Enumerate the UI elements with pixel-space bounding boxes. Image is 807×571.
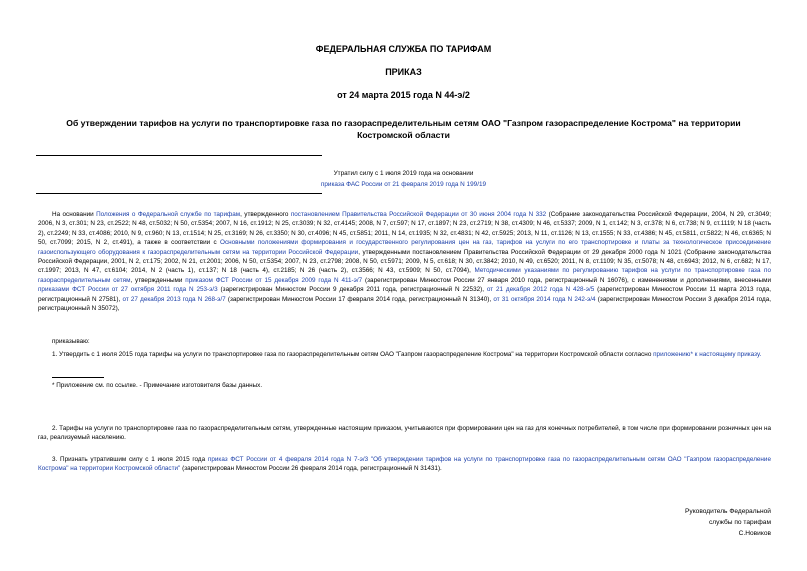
footnote: * Приложение см. по ссылке. - Примечание изготовителя базы данных. (52, 382, 263, 389)
item-1 (38, 350, 771, 359)
preamble-text: (зарегистрирован Минюстом России 27 января 2010 года, регистрационный N 16076), с изменениями и дополнениями, внесенными (362, 276, 771, 284)
signature-block (685, 506, 771, 539)
divider-top (36, 155, 322, 156)
document-type: ПРИКАЗ (385, 67, 422, 77)
preamble-paragraph (38, 210, 771, 313)
preamble-text: , утвержденными (130, 276, 186, 284)
title-line-1: Об утверждении тарифов на услуги по транспортировке газа по газораспределительным сетям ОАО "Газпром газораспределение Кострома" на территории (66, 118, 741, 128)
basic-provisions-link[interactable]: Основными положениями формирования и государственного регулирования цен на газ, тарифов на услуги по его транспортировке и платы за технологическое присоединение газоиспользующего оборудования к газораспределительным сетям на территории Российской Федерации (38, 239, 771, 256)
preamble-text: На основании (52, 211, 97, 218)
item-3 (38, 455, 771, 474)
preamble-text: (зарегистрирован Минюстом России 9 декабря 2011 года, регистрационный N 22532), (217, 286, 487, 294)
preamble-text: , утвержденными постановлением Правительства Российской Федерации от 29 декабря 2000 года N 1021 (Собрание законодательства Российской Федерации, 2001, N 2, ст.175; 2002, N 21, ст.2001; 2006, N 50, ст.5354; 2007, N 23, ст.2798; 2008, N 50, ст.5971; 2009, N 5, ст.618; N 30, ст.3842; 2010, N 49, ст.6520; 2011, N 8, ст.1109; N 35, ст.5078; N 48, ст.6943; 2012, N 6, ст.682; N 17, ст.1997; 2013, N 47, ст.6104; 2014, N 2 (часть 1), ст.137; N 18 (часть 4), ст.2185; N 26 (часть 2), ст.3566; N 43, ст.5909; N 50, ст.7094), (38, 248, 771, 275)
preamble-text: (Собрание законодательства Российской Федерации, 2004, N 29, ст.3049; 2006, N 3, ст.301; N 23, ст.2522; N 48, ст.5032; N 50, ст.5354; 2007, N 16, ст.1912; N 25, ст.3039; N 32, ст.4145; 2008, N 7, ст.597; N 17, ст.1897; N 23, ст.2719; N 38, ст.4309; N 46, ст.5337; 2009, N 1, ст.142; N 3, ст.378; N 6, ст.738; N 9, ст.1119; N 18 (часть 2), ст.2249; N 33, ст.4086; 2010, N 9, ст.960; N 13, ст.1514; N 25, ст.3169; N 26, ст.3350; N 30, ст.4096; N 45, ст.5851; 2011, N 14, ст.1935; N 32, ст.4831; N 42, ст.5925; 2013, N 11, ст.1126; N 13, ст.1555; N 33, ст.4386; N 45, ст.5811, ст.5822; N 46, ст.6365; N 50, ст.7099; 2015, N 2, ст.491), а также в соответствии с (38, 211, 771, 247)
footnote-divider (52, 377, 104, 378)
repeal-notice-text: Утратил силу с 1 июля 2019 года на основании (333, 170, 474, 177)
item-1-text: 1. Утвердить с 1 июля 2015 года тарифы на услуги по транспортировке газа по газораспределительным сетям ОАО "Газпром газораспределение Кострома" на территории Костромской области согласно (52, 351, 654, 358)
signature-name: С.Новиков (738, 530, 771, 537)
regulation-fst-link[interactable]: Положения о Федеральной службе по тарифам (96, 211, 241, 218)
preamble-text: (зарегистрирован Минюстом России 17 февраля 2014 года, регистрационный N 31340), (225, 295, 494, 303)
preamble-text: , утвержденного (240, 211, 291, 218)
order-word: приказываю: (52, 338, 90, 345)
order-268-link[interactable]: от 27 декабря 2013 года N 268-э/7 (122, 295, 226, 303)
item-3-text: 3. Признать утратившим силу с 1 июля 2015 года (52, 456, 208, 463)
government-decree-332-link[interactable]: постановлением Правительства Российской Федерации от 30 июня 2004 года N 332 (290, 211, 547, 218)
methodical-guidelines-link[interactable]: Методическими указаниями по регулированию тарифов на услуги по транспортировке газа по газораспределительным сетям (38, 267, 772, 284)
signature-position-line1: Руководитель Федеральной (685, 508, 771, 515)
preamble-text: (зарегистрирован Минюстом России 11 марта 2013 года, регистрационный N 27581), (38, 286, 771, 303)
order-253-link[interactable]: приказами ФСТ России от 27 октября 2011 года N 253-э/3 (38, 286, 218, 294)
divider-bottom (36, 193, 322, 194)
repeal-notice (0, 168, 807, 190)
signature-position-line2: службы по тарифам (708, 519, 771, 526)
order-411-link[interactable]: приказом ФСТ России от 15 декабря 2009 года N 411-э/7 (185, 276, 363, 284)
preamble-text: (зарегистрирован Минюстом России 3 декабря 2014 года, регистрационный N 35072), (38, 295, 771, 313)
appendix-link[interactable]: приложению (653, 351, 691, 358)
order-7-link[interactable]: приказ ФСТ России от 4 февраля 2014 года N 7-э/3 "Об утверждении тарифов на услуги по транспортировке газа по газораспределительным сетям ОАО "Газпром газораспределение Кострома" на территории Костромской области" (38, 456, 771, 473)
agency-name: ФЕДЕРАЛЬНАЯ СЛУЖБА ПО ТАРИФАМ (315, 44, 492, 54)
order-428-link[interactable]: от 21 декабря 2012 года N 428-э/5 (486, 286, 595, 294)
item-2: 2. Тарифы на услуги по транспортировке газа по газораспределительным сетям, утвержденные настоящим приказом, учитываются при формировании цен на газ для конечных потребителей, в том числе при формировании розничных цен на газ, реализуемый населению. (38, 425, 771, 442)
document-date-number: от 24 марта 2015 года N 44-э/2 (337, 90, 470, 100)
document-title (40, 117, 767, 141)
title-line-2: Костромской области (357, 130, 450, 140)
order-242-link[interactable]: от 31 октября 2014 года N 242-э/4 (493, 295, 596, 303)
repeal-order-link[interactable]: приказа ФАС России от 21 февраля 2019 года N 199/19 (320, 181, 487, 188)
item-3-text: (зарегистрирован Минюстом России 26 февраля 2014 года, регистрационный N 31431). (180, 465, 442, 473)
appendix-link-tail[interactable]: * к настоящему приказу. (690, 351, 762, 358)
